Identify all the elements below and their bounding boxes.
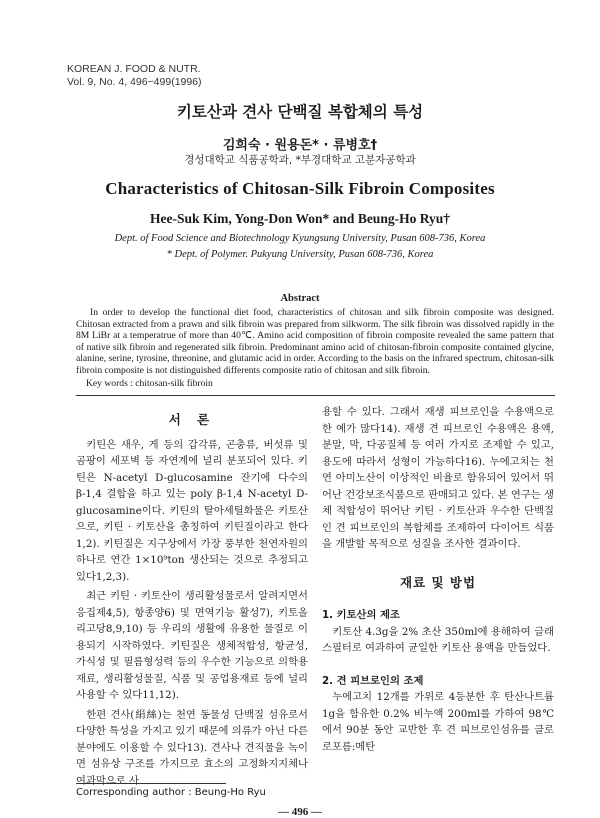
left-column: [76, 412, 308, 789]
method-1-heading: 1. 키토산의 제조: [322, 609, 400, 621]
korean-authors: 김희숙 · 원용돈* · 류병호†: [222, 138, 378, 153]
methods-heading: 재료 및 방법: [399, 574, 477, 590]
korean-title: 키토산과 견사 단백질 복합체의 특성: [176, 103, 424, 121]
abstract-heading: Abstract: [280, 293, 320, 304]
english-title: Characteristics of Chitosan-Silk Fibroin Composites: [105, 179, 495, 198]
intro-heading: 서 론: [168, 412, 216, 427]
method-1-text: 키토산 4.3g을 2% 초산 350ml에 용해하여 글래스필터로 여과하여 균일한 키토산 용액을 만들었다.: [322, 625, 554, 654]
method-2-text: 누에고치 12개를 가위로 4등분한 후 탄산나트륨 1g을 함유한 0.2% 비누액 200ml를 가하여 98℃에서 90분 동안 교반한 후 견 피브로인섬유를 클로로포름:메탄: [322, 691, 554, 753]
abstract-divider: [76, 395, 555, 396]
page-number: — 496 —: [278, 806, 322, 818]
intro-paragraph-3: 한편 견사(絹絲)는 천연 동물성 단백질 섬유로서 다양한 특성을 가지고 있기 때문에 의류가 아닌 다른 분야에도 이용할 수 있다13). 견사나 견직물을 녹이면 섬유상 구조를 가지므로 효소의 고정화지지체나 여과막으로 사: [76, 708, 308, 787]
intro-paragraph-1: 키틴은 새우, 게 등의 갑각류, 곤충류, 버섯류 및 곰팡이 세포벽 등 자연계에 널리 분포되어 있다. 키틴은 N-acetyl D-glucosamine 잔기에 다수의 β-1,4 결합을 하고 있는 poly β-1,4 N-acetyl D-glucosamine이다. 키틴의 탈아세틸화물은 키토산으로, 키틴 · 키토산을 총칭하여 키틴질이라고 한다1,2). 키틴질은 지구상에서 가장 풍부한 천연자원의 하나로 연간 1×10⁹ton 생산되는 것으로 추정되고 있다1,2,3).: [76, 438, 308, 583]
english-affiliation-2: * Dept. of Polymer. Pukyung University, Pusan 608-736, Korea: [166, 249, 434, 260]
korean-affiliation: 경성대학교 식품공학과, *부경대학교 고분자공학과: [184, 154, 416, 166]
right-column: [322, 404, 554, 755]
journal-header: [67, 63, 202, 89]
keywords: Key words : chitosan-silk fibroin: [86, 378, 213, 389]
intro-continued: 용할 수 있다. 그래서 재생 피브로인을 수용액으로 한 예가 많다14). 재생 견 피브로인 수용액은 용액, 분말, 막, 다공질체 등 여러 가지로 조제할 수 있고, 용도에 따라서 성형이 가능하다16). 누에고치는 천연 아미노산이 이상적인 비율로 함유되어 있어서 뛰어난 건강보조식품으로 판매되고 있다. 본 연구는 생체 적합성이 뛰어난 키틴 · 키토산과 우수한 단백질인 견 피브로인의 복합체를 조제하여 다이어트 식품을 개발할 목적으로 성질을 조사한 결과이다.: [322, 406, 554, 550]
footnote-rule: [76, 783, 226, 784]
journal-volume: Vol. 9, No. 4, 496~499(1996): [67, 76, 202, 88]
intro-paragraph-2: 최근 키틴 · 키토산이 생리활성물로서 알려지면서 응집제4,5), 항종양6) 및 면역기능 활성7), 키토올리고당8,9,10) 등 우리의 생활에 유용한 물질로 이용되기 시작하였다. 키틴질은 생체적합성, 항균성, 가식성 및 필름형성력 등의 우수한 기능으로 의학용재료, 생리활성물질, 식품 및 공업용재료 등에 널리 사용할 수 있다11,12).: [76, 590, 308, 701]
abstract-text: In order to develop the functional diet food, characteristics of chitosan and silk fibroin composite was designed. Chitosan extracted from a prawn and silk fibroin was prepared from silkworm. The silk fibroin was dissolved rapidly in the 8M LiBr at a temperatrue of more than 40℃. Amino acid composition of fibroin composite revealed the same pattern that of native silk fibroin and regenerated silk fibroin. Predominant amino acid of chitosan-fibroin composite contained glycine, alanine, serine, tyrosine, threonine, and glutamic acid in order. According to the basis on the infrared spectrum, chitosan-silk fibroin composite is not distinguished differents composite ratio of chitosan and silk fibroin.: [76, 307, 554, 376]
corresponding-author: Corresponding author : Beung-Ho Ryu: [76, 787, 266, 798]
journal-name: KOREAN J. FOOD & NUTR.: [67, 63, 201, 75]
english-authors: Hee-Suk Kim, Yong-Don Won* and Beung-Ho Ryu†: [150, 211, 450, 226]
english-affiliation-1: Dept. of Food Science and Biotechnology Kyungsung University, Pusan 608-736, Korea: [114, 233, 486, 244]
method-2-heading: 2. 견 피브로인의 조제: [322, 674, 424, 687]
